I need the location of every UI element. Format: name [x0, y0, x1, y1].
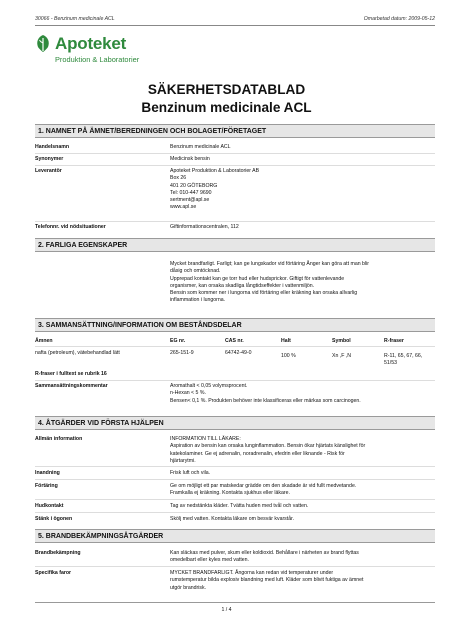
field-value: Medicinsk bensin — [170, 156, 210, 162]
field-value: MYCKET BRANDFARLIGT. Ångorna kan redan vid temperaturer under rumstemperatur bilda explosiv blandning med luft. Kläder som blivit fuktiga av ämnet utgör brandrisk. — [170, 570, 364, 591]
field-value: Ge om möjligt ett par matskedar grädde om den skadade är vid fullt medvetande. Framkalla ej kräkning. Kontakta sjukhus eller läkare. — [170, 483, 357, 497]
r-phrases: R-11, 65, 67, 66, 51/53 — [384, 353, 423, 367]
substance-name: nafta (petroleum), vätebehandlad lätt — [35, 350, 120, 356]
column-header: Halt — [281, 338, 291, 344]
product-title: Benzinum medicinale ACL — [141, 100, 312, 115]
field-label: Specifika faror — [35, 570, 72, 576]
field-value: Kan släckas med pulver, skum eller koldioxid. Behållare i närheten av brand flyttas omedelbart eller kyles med vatten. — [170, 550, 359, 564]
cas-number: 64742-49-0 — [225, 350, 252, 356]
field-label: Sammansättningskommentar — [35, 383, 108, 389]
field-label: Förtäring — [35, 483, 58, 489]
row-divider — [35, 153, 435, 154]
column-header: CAS nr. — [225, 338, 244, 344]
field-label: Hudkontakt — [35, 503, 64, 509]
row-divider — [35, 380, 435, 381]
field-value: Frisk luft och vila. — [170, 470, 211, 476]
field-label: Synonymer — [35, 156, 64, 162]
field-value: Giftinformationscentralen, 112 — [170, 224, 239, 230]
column-header: EG nr. — [170, 338, 186, 344]
field-value: INFORMATION TILL LÄKARE: Aspiration av bensin kan orsaka lunginflammation. Bensin ökar hjärtats känslighet för katekolaminer. Ge ej adrenalin, noradrenalin, efedrin eller liknande - Risk för hjärtarytmi. — [170, 436, 366, 464]
section-3-heading: 3. SAMMANSÄTTNING/INFORMATION OM BESTÅNDSDELAR — [35, 318, 435, 332]
column-header: Ämnen — [35, 338, 53, 344]
column-header: Symbol — [332, 338, 351, 344]
apoteket-logo — [35, 32, 155, 72]
footer-divider — [35, 602, 435, 603]
field-label: Brandbekämpning — [35, 550, 81, 556]
supplier-address: Apoteket Produktion & Laboratorier AB Box 26 401 20 GÖTEBORG Tel: 010-447 9690 sertment@apl.se www.apl.se — [170, 168, 260, 211]
field-value: Skölj med vatten. Kontakta läkare om besvär kvarstår. — [170, 516, 294, 522]
field-label: Leverantör — [35, 168, 62, 174]
concentration: 100 % — [281, 353, 296, 359]
rfraser-note: R-fraser i fulltext se rubrik 16 — [35, 371, 107, 377]
section-5-heading: 5. BRANDBEKÄMPNINGSÅTGÄRDER — [35, 529, 435, 543]
header-divider — [35, 25, 435, 26]
field-label: Stänk i ögonen — [35, 516, 73, 522]
page-number: 1 / 4 — [221, 607, 232, 613]
revision-date: Omarbetad datum: 2009-05-12 — [363, 16, 435, 22]
row-divider — [35, 221, 435, 222]
row-divider — [35, 479, 435, 480]
row-divider — [35, 499, 435, 500]
logo-name: Apoteket — [55, 34, 127, 53]
row-divider — [35, 566, 435, 567]
hazard-symbols: Xn ,F ,N — [332, 353, 352, 359]
doc-reference: 30066 - Benzinum medicinale ACL — [35, 16, 115, 22]
row-divider — [35, 466, 435, 467]
row-divider — [35, 346, 435, 347]
document-title: SÄKERHETSDATABLAD — [147, 82, 306, 97]
row-divider — [35, 512, 435, 513]
logo-subtitle: Produktion & Laboratorier — [55, 55, 140, 64]
field-label: Handelsnamn — [35, 144, 70, 150]
composition-comment: Aromathalt < 0,05 volymsprocent. n-Hexan < 5 %. Bensen< 0,1 %. Produkten behöver inte klassificeras eller märkas som carcinogen. — [170, 383, 361, 404]
field-label: Telefonnr. vid nödsituationer — [35, 224, 106, 230]
field-label: Inandning — [35, 470, 60, 476]
eg-number: 265-151-9 — [170, 350, 194, 356]
field-label: Allmän information — [35, 436, 83, 442]
section-1-heading: 1. NAMNET PÅ ÄMNET/BEREDNINGEN OCH BOLAGET/FÖRETAGET — [35, 124, 435, 138]
hazard-text: Mycket brandfarligt. Farligt; kan ge lungskador vid förtäring Ånger kan göra att man blir dåsig och omtöcknad. Upprepad kontakt kan ge torr hud eller hudsprickor. Giftigt för vattenlevande organismer, kan orsaka skadliga långtidseffekter i vattenmiljön. Bensin som kommer ner i lungorna vid förtäring eller kräkning kan orsaka allvarlig inflammation i lungorna. — [170, 261, 369, 304]
field-value: Tag av nedstänkta kläder. Tvätta huden med tvål och vatten. — [170, 503, 309, 509]
section-2-heading: 2. FARLIGA EGENSKAPER — [35, 238, 435, 252]
apoteket-leaf-icon — [35, 34, 51, 54]
row-divider — [35, 165, 435, 166]
field-value: Benzinum medicinale ACL — [170, 144, 231, 150]
column-header: R-fraser — [384, 338, 404, 344]
section-4-heading: 4. ÅTGÄRDER VID FÖRSTA HJÄLPEN — [35, 416, 435, 430]
